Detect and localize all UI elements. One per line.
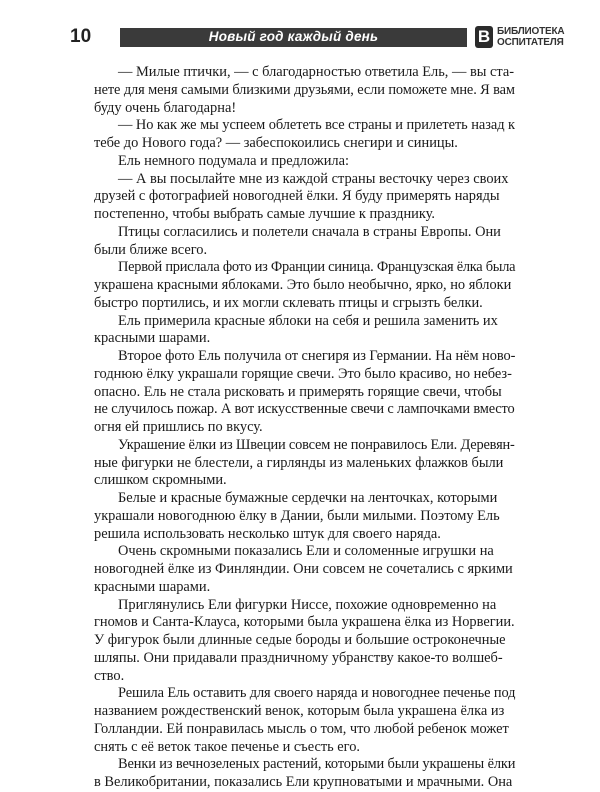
text-line: Птицы согласились и полетели сначала в страны Европы. Они <box>118 223 501 240</box>
text-line: Голландии. Ей понравилась мысль о том, что любой ребенок может <box>94 720 509 737</box>
text-line: тебе до Нового года? — забеспокоились снегири и синицы. <box>94 135 458 151</box>
paragraph <box>94 153 515 171</box>
paragraph <box>94 348 515 437</box>
series-name-line-1: БИБЛИОТЕКА <box>497 26 565 37</box>
text-line: Ель примерила красные яблоки на себя и решила заменить их <box>118 312 498 329</box>
series-logo <box>475 26 493 48</box>
text-line: красными шарами. <box>94 330 211 347</box>
paragraph <box>94 171 515 224</box>
paragraph <box>94 490 515 543</box>
book-title: Новый год каждый день <box>208 29 379 44</box>
text-line: постепенно, чтобы выбрать самые лучшие к празднику. <box>94 206 436 222</box>
text-line: красными шарами. <box>94 578 211 595</box>
paragraph <box>94 117 515 153</box>
text-line: нете для меня самыми близкими друзьями, если поможете мне. Я вам <box>94 81 515 98</box>
text-line: огня ей пришлись по вкусу. <box>94 419 263 435</box>
text-line: Решила Ель оставить для своего наряда и новогоднее печенье под <box>118 685 516 702</box>
text-line: слишком скромными. <box>94 472 227 489</box>
page-number: 10 <box>70 26 92 47</box>
paragraph <box>94 597 515 686</box>
title-bar <box>120 28 467 47</box>
text-line: снять с её веток такое печенье и съесть его. <box>94 738 361 755</box>
paragraph <box>94 259 515 312</box>
paragraph <box>94 224 515 260</box>
text-line: были ближе всего. <box>94 241 208 258</box>
text-line: — Милые птички, — с благодарностью ответила Ель, — вы ста- <box>118 64 515 80</box>
text-line: Приглянулись Ели фигурки Ниссе, похожие одновременно на <box>118 596 497 613</box>
text-line: решила использовать несколько штук для своего наряда. <box>94 525 441 542</box>
text-line: буду очень благодарна! <box>94 99 237 116</box>
text-line: Ель немного подумала и предложила: <box>118 152 350 169</box>
text-line: Украшение ёлки из Швеции совсем не понравилось Ели. Деревян- <box>118 436 515 453</box>
paragraph <box>94 313 515 349</box>
text-line: — Но как же мы успеем облететь все страны и прилететь назад к <box>118 117 515 134</box>
text-line: Белые и красные бумажные сердечки на ленточках, которыми <box>118 490 498 506</box>
text-line: названием рождественский венок, которым была украшена ёлка из <box>94 703 505 719</box>
paragraph <box>94 437 515 490</box>
text-line: Венки из вечнозеленых растений, которыми были украшены ёлки <box>118 756 516 773</box>
text-line: Второе фото Ель получила от снегиря из Германии. На нём ново- <box>118 348 516 364</box>
text-line: — А вы посылайте мне из каждой страны весточку через своих <box>118 170 509 187</box>
text-line: украшали новогоднюю ёлку в Дании, были милыми. Поэтому Ель <box>94 507 500 524</box>
text-line: в Великобритании, показались Ели крупноватыми и мрачными. Она <box>94 774 513 790</box>
series-logo-letter: В <box>477 27 491 46</box>
paragraph <box>94 756 515 792</box>
text-line: шляпы. Они придавали праздничному убранству какое-то волшеб- <box>94 649 503 666</box>
body-text <box>94 64 515 792</box>
text-line: годнюю ёлку украшали горящие свечи. Это было красиво, но небез- <box>94 365 512 382</box>
series-name-line-2: ОСПИТАТЕЛЯ <box>497 36 564 48</box>
paragraph <box>94 64 515 117</box>
text-line: украшена красными яблоками. Это было необычно, ярко, но яблоки <box>94 277 512 293</box>
text-line: У фигурок были длинные седые бороды и большие остроконечные <box>94 632 506 648</box>
text-line: новогодней ёлке из Финляндии. Они совсем не сочетались с яркими <box>94 561 513 577</box>
text-line: Очень скромными показались Ели и соломенные игрушки на <box>118 543 494 560</box>
text-line: ство. <box>94 667 125 684</box>
text-line: не случилось пожар. А вот искусственные свечи с лампочками вместо <box>94 401 515 418</box>
running-header <box>70 24 565 51</box>
paragraph <box>94 685 515 756</box>
text-line: опасно. Ель не стала рисковать и примерять горящие свечи, чтобы <box>94 383 502 400</box>
series-name <box>497 27 577 48</box>
paragraph <box>94 543 515 596</box>
text-line: гномов и Санта-Клауса, которыми была украшена ёлка из Норвегии. <box>94 614 515 631</box>
text-line: Первой прислала фото из Франции синица. Французская ёлка была <box>118 259 516 276</box>
text-line: ные фигурки не блестели, а гирлянды из маленьких флажков были <box>94 454 504 471</box>
text-line: друзей с фотографией новогодней ёлки. Я буду примерять наряды <box>94 188 500 205</box>
text-line: быстро портились, и их могли склевать птицы и сгрызть белки. <box>94 294 483 311</box>
